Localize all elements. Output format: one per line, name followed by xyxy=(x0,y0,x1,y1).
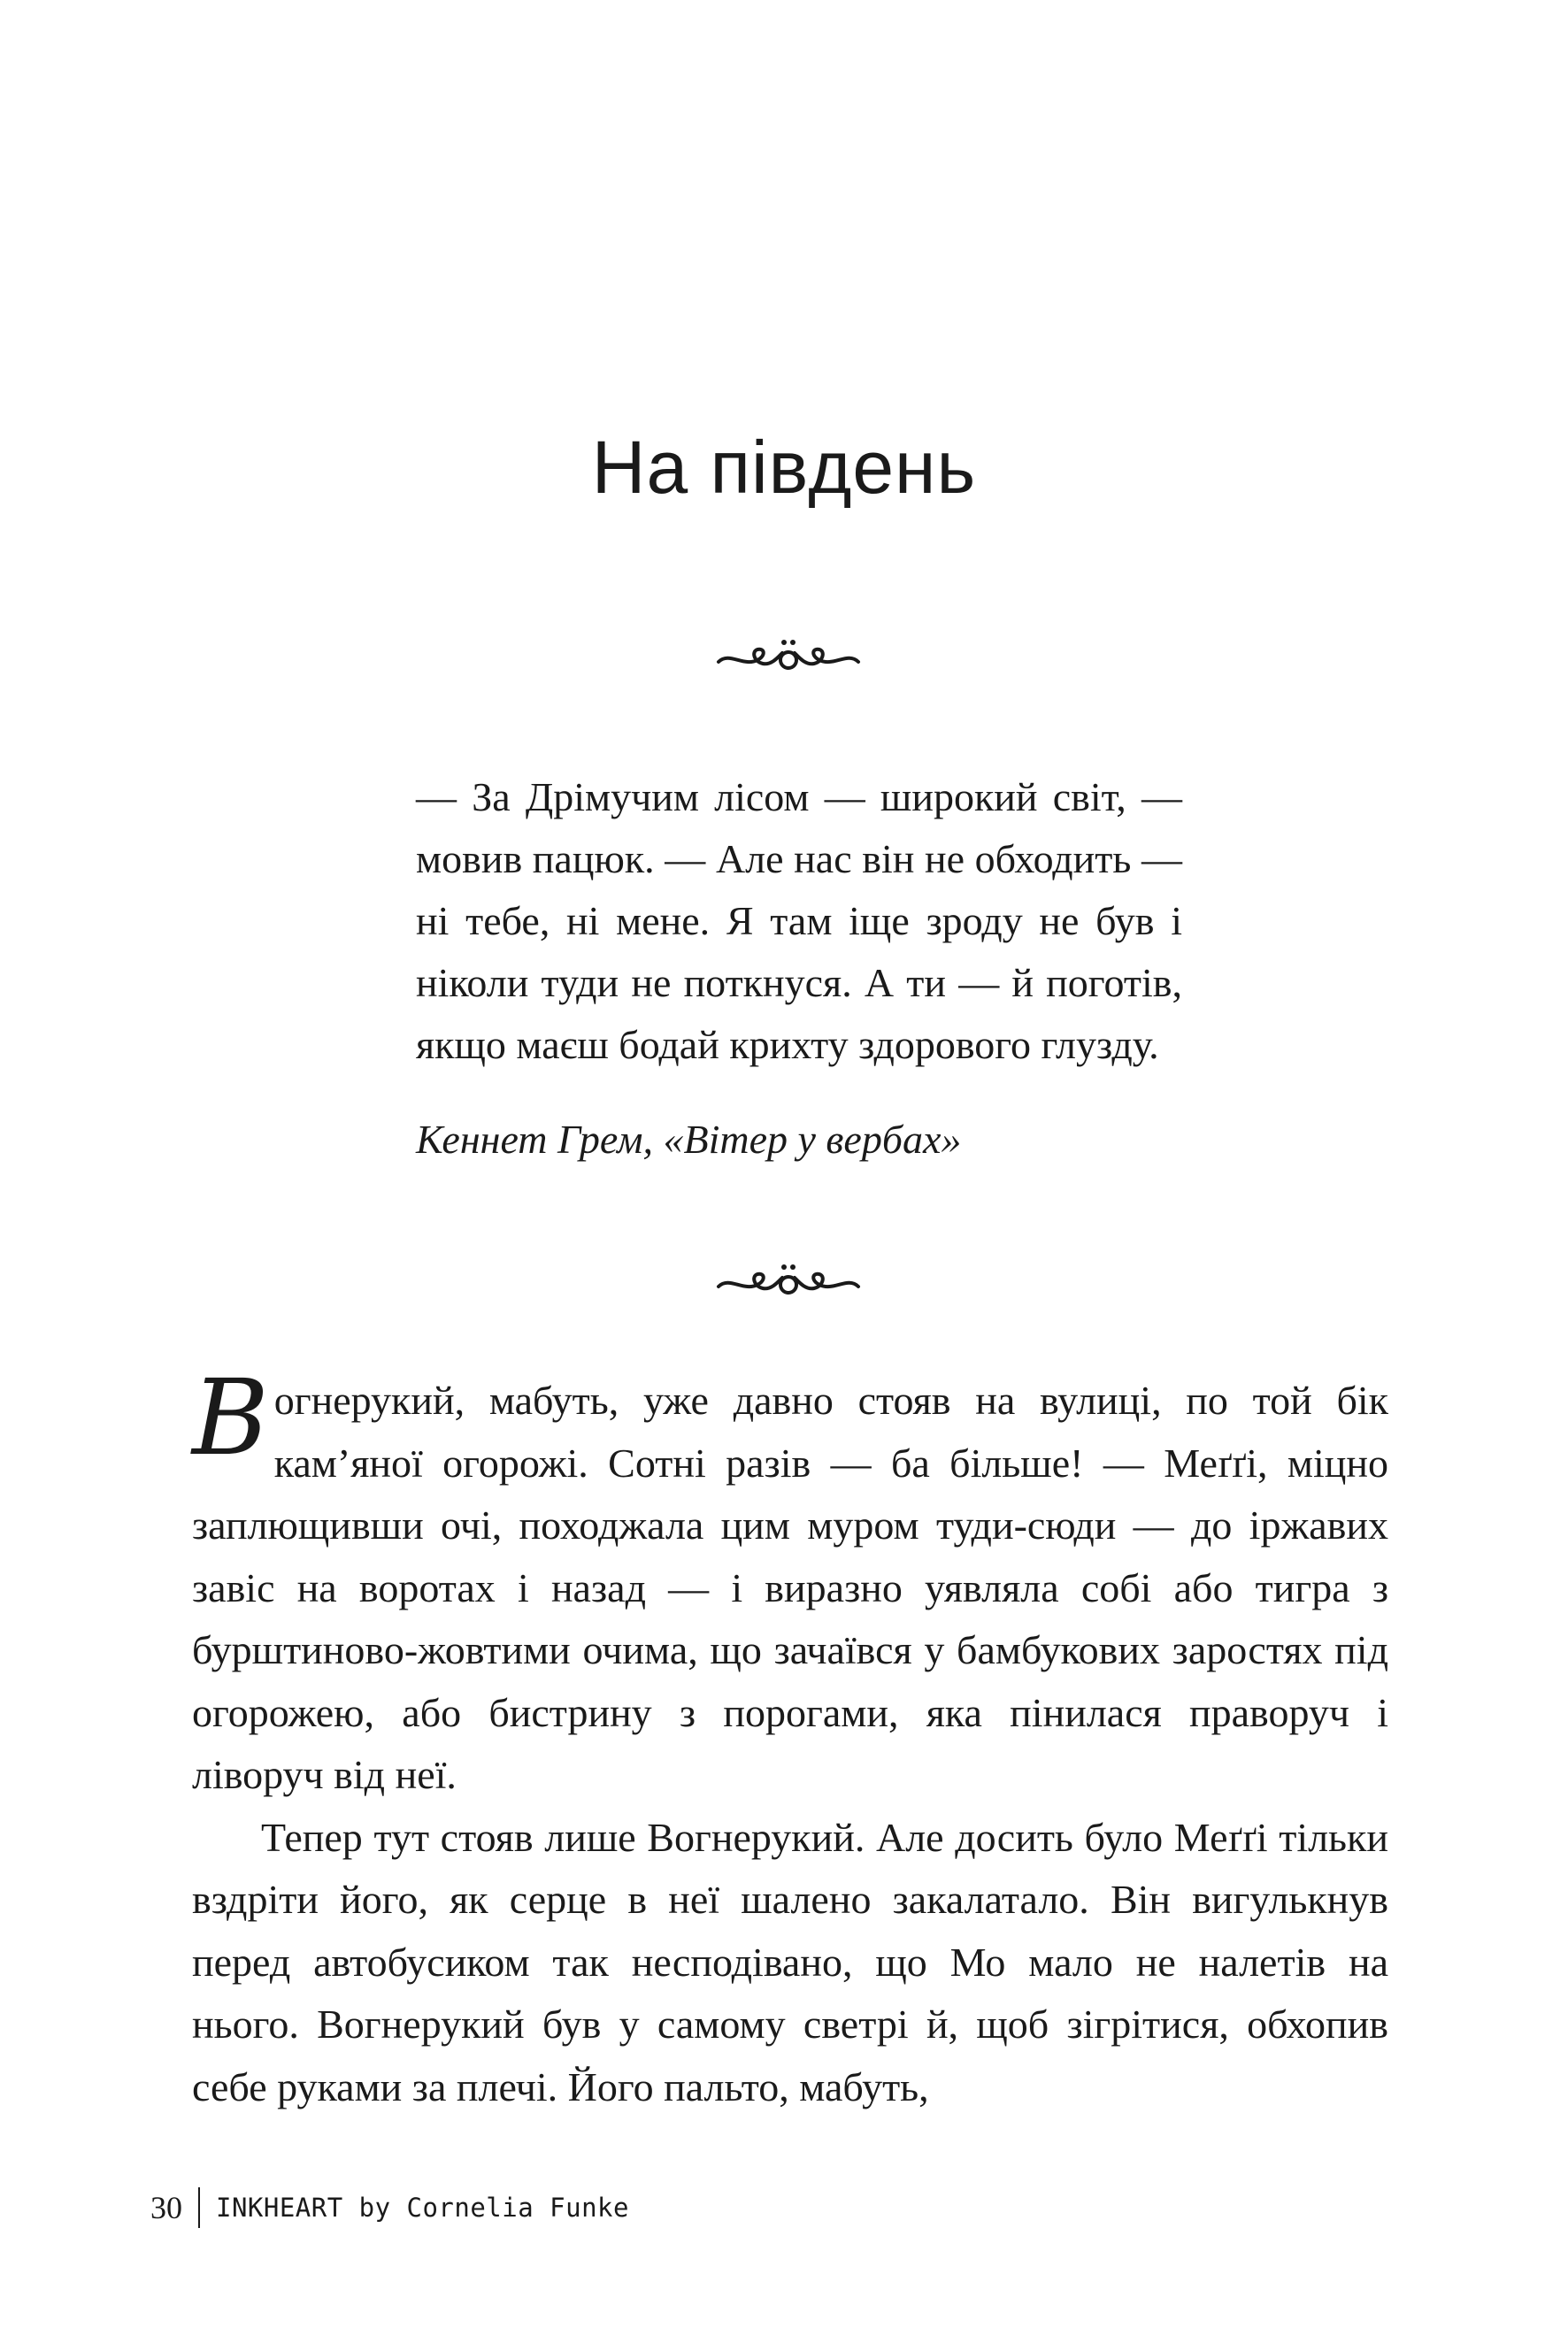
scroll-flourish-icon xyxy=(713,630,864,683)
epigraph-text: — За Дрімучим лісом — широкий світ, — мовив пацюк. — Але нас він не обходить — ні тебе, ні мене. Я там іще зроду не був і ніколи туди не поткнуся. А ти — й поготів, якщо маєш бодай крихту здорового глузду. xyxy=(416,774,1182,1067)
scroll-flourish-icon xyxy=(713,1255,864,1308)
paragraph-text: огнерукий, мабуть, уже давно стояв на вулиці, по той бік кам’яної огорожі. Сотні разів — ба більше! — Меґґі, міцно заплющивши очі, походжала цим муром туди-сюди — до іржавих завіс на воротах і назад — і виразно уявляла собі або тигра з бурштиново-жовтими очима, що зачаївся у бамбукових заростях під огорожею, або бистрину з порогами, яка пінилася праворуч і ліворуч від неї. xyxy=(192,1378,1388,1797)
body-paragraph: Тепер тут стояв лише Вогнерукий. Але досить було Меґґі тільки вздріти його, як серце в неї шалено закалатало. Він вигулькнув перед автобусиком так несподівано, що Мо мало не налетів на нього. Вогнерукий був у самому светрі й, щоб зігрітися, обхопив себе руками за плечі. Його пальто, мабуть, xyxy=(192,1814,1388,2109)
page-number: 30 xyxy=(150,2190,182,2225)
chapter-title: На південь xyxy=(591,426,977,509)
footer-divider xyxy=(198,2187,200,2228)
page-footer xyxy=(150,2190,629,2225)
body-paragraph xyxy=(192,1356,1388,1807)
running-title: INKHEART by Cornelia Funke xyxy=(216,2193,629,2223)
drop-cap: В xyxy=(192,1356,269,1479)
epigraph-source: Кеннет Грем, «Вітер у вербах» xyxy=(416,1117,962,1162)
chapter-body xyxy=(192,1356,1388,2118)
